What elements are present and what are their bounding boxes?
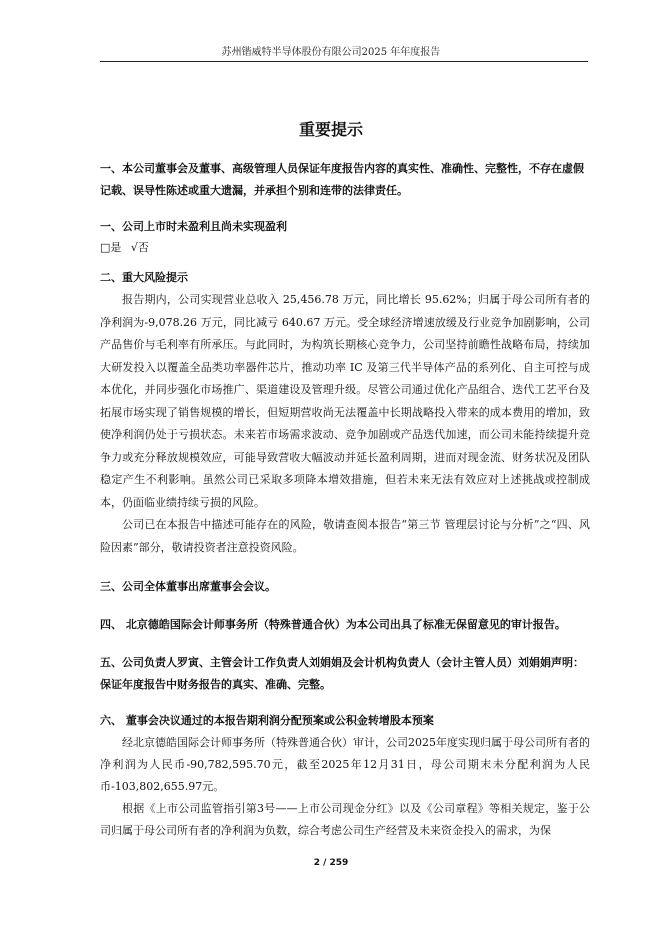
major-risk-heading: 二、重大风险提示 xyxy=(100,271,188,284)
profit-distribution-heading: 六、 董事会决议通过的本报告期利润分配预案或公积金转增股本预案 xyxy=(100,714,434,727)
profitability-heading: 一、公司上市时未盈利且尚未实现盈利 xyxy=(100,220,287,233)
section-responsible-persons xyxy=(100,652,590,696)
section-major-risk xyxy=(100,267,590,559)
responsible-persons-statement: 五、公司负责人罗寅、主管会计工作负责人刘娟娟及会计机构负责人（会计主管人员）刘娟娟声明：保证年度报告中财务报告的真实、准确、完整。 xyxy=(100,656,584,691)
section-profit-distribution xyxy=(100,710,590,842)
profitability-options xyxy=(100,238,590,258)
major-risk-paragraph: 报告期内，公司实现营业总收入 25,456.78 万元，同比增长 95.62%；归属于母公司所有者的净利润为-9,078.26 万元，同比减亏 640.67 万元。受全球经济增速放缓及行业竞争加剧影响，公司产品售价与毛利率有所承压。与此同时，为构筑长期核心竞争力，公司坚持前瞻性战略布局，持续加大研发投入以覆盖全品类功率器件芯片，推动功率 IC 及第三代半导体产品的系列化、自主可控与成本优化，并同步强化市场推广、渠道建设及管理升级。尽管公司通过优化产品组合、迭代工艺平台及拓展市场实现了销售规模的增长，但短期营收尚无法覆盖中长期战略投入带来的成本费用的增加，致使净利润仍处于亏损状态。未来若市场需求波动、竞争加剧或产品迭代加速，而公司未能持续提升竞争力或充分释放规模效应，可能导致营收大幅波动并延长盈利周期，进而对现金流、财务状况及团队稳定产生不利影响。虽然公司已采取多项降本增效措施，但若未来无法有效应对上述挑战或控制成本，仍面临业绩持续亏损的风险。 xyxy=(100,293,590,509)
section-board-attendance xyxy=(100,576,590,598)
risk-reference-paragraph: 公司已在本报告中描述可能存在的风险，敬请查阅本报告“第三节 管理层讨论与分析”之“四、风险因素”部分，敬请投资者注意投资风险。 xyxy=(100,518,590,554)
audit-result-paragraph: 经北京德皓国际会计师事务所（特殊普通合伙）审计，公司2025年度实现归属于母公司所有者的净利润为人民币-90,782,595.70元，截至2025年12月31日，母公司期末未分配利润为人民币-103,802,655.97元。 xyxy=(100,736,590,793)
dividend-policy-paragraph: 根据《上市公司监管指引第3号——上市公司现金分红》以及《公司章程》等相关规定，鉴于公司归属于母公司所有者的净利润为负数，综合考虑公司生产经营及未来资金投入的需求，为保 xyxy=(100,802,590,837)
board-guarantee-statement: 一、本公司董事会及董事、高级管理人员保证年度报告内容的真实性、准确性、完整性，不存在虚假记载、误导性陈述或重大遗漏，并承担个别和连带的法律责任。 xyxy=(100,162,584,197)
section-profitability xyxy=(100,216,590,258)
option-yes-checkbox: □是 xyxy=(100,241,122,254)
section-board-guarantee xyxy=(100,158,590,202)
page-number: 2 / 259 xyxy=(313,858,349,868)
report-header: 苏州锴威特半导体股份有限公司2025 年年度报告 xyxy=(221,47,441,58)
page-title: 重要提示 xyxy=(298,120,363,139)
section-audit-opinion xyxy=(100,614,590,636)
audit-opinion-statement: 四、 北京德皓国际会计师事务所（特殊普通合伙）为本公司出具了标准无保留意见的审计报告。 xyxy=(100,618,566,631)
board-attendance-statement: 三、公司全体董事出席董事会会议。 xyxy=(100,580,276,593)
header-divider xyxy=(100,61,588,62)
option-no-checked: √否 xyxy=(130,241,149,254)
